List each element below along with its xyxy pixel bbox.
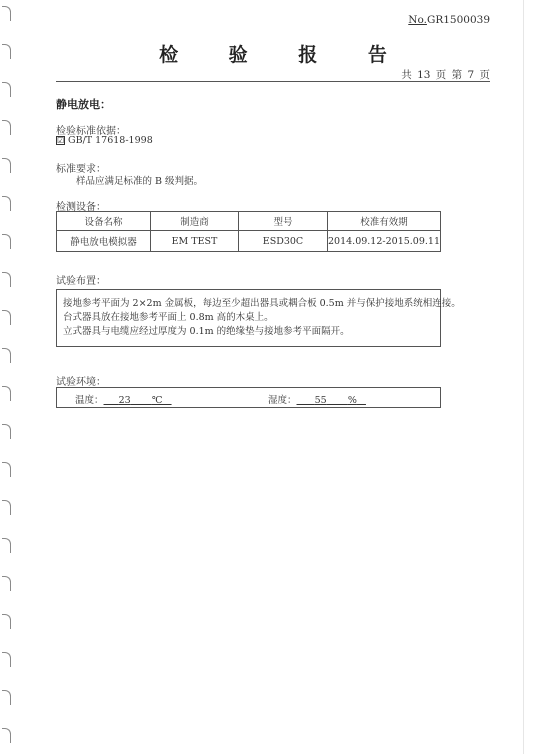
- report-number: [408, 14, 490, 26]
- equipment-label: 检测设备：: [56, 202, 106, 213]
- table-cell: EM TEST: [151, 231, 239, 252]
- standard-label: 检验标准依据：: [56, 126, 126, 137]
- temperature-value-fill: [104, 395, 172, 406]
- standard-value-line: [56, 135, 153, 146]
- layout-box: [56, 289, 461, 347]
- standard-value: GB/T 17618-1998: [68, 135, 153, 146]
- table-cell: ESD30C: [239, 231, 328, 252]
- temperature-field: [75, 392, 172, 406]
- humidity-value-fill: [297, 395, 366, 406]
- table-cell: 静电放电模拟器: [57, 231, 151, 252]
- temperature-label: 温度：: [75, 395, 104, 406]
- table-header-cell: 制造商: [151, 212, 239, 231]
- humidity-field: [268, 392, 366, 406]
- layout-label: 试验布置：: [56, 276, 106, 287]
- humidity-label: 湿度：: [268, 395, 297, 406]
- table-header-row: [57, 212, 441, 231]
- table-header-cell: 校准有效期: [328, 212, 441, 231]
- page-edge: [523, 0, 524, 754]
- table-row: [57, 231, 441, 252]
- layout-line: 立式器具与电缆应经过厚度为 0.1m 的绝缘垫与接地参考平面隔开。: [63, 326, 350, 337]
- table-cell: 2014.09.12-2015.09.11: [328, 231, 441, 252]
- requirement-text: 样品应满足标准的 B 级判据。: [76, 176, 204, 187]
- section-heading: 静电放电：: [56, 98, 111, 111]
- requirement-label: 标准要求：: [56, 164, 106, 175]
- binding-margin: [0, 0, 14, 754]
- page-count: 共 13 页 第 7 页: [401, 69, 490, 81]
- environment-label: 试验环境：: [56, 377, 106, 388]
- environment-box: [56, 387, 441, 408]
- temperature-unit: ℃: [151, 395, 163, 406]
- layout-line: 台式器具放在接地参考平面上 0.8m 高的木桌上。: [63, 312, 274, 323]
- equipment-table: [56, 211, 441, 252]
- page-title: 检 验 报 告: [159, 44, 409, 66]
- report-number-value: GR1500039: [426, 14, 490, 26]
- header-divider: [56, 81, 490, 82]
- table-header-cell: 型号: [239, 212, 328, 231]
- checked-checkbox-icon: ☑: [57, 136, 65, 145]
- temperature-value: 23: [118, 395, 131, 406]
- report-number-prefix: No.: [408, 14, 427, 26]
- humidity-unit: %: [347, 395, 357, 406]
- table-header-cell: 设备名称: [57, 212, 151, 231]
- humidity-value: 55: [314, 395, 327, 406]
- layout-line: 接地参考平面为 2×2m 金属板，每边至少超出器具或耦合板 0.5m 并与保护接地系统相连接。: [63, 298, 461, 309]
